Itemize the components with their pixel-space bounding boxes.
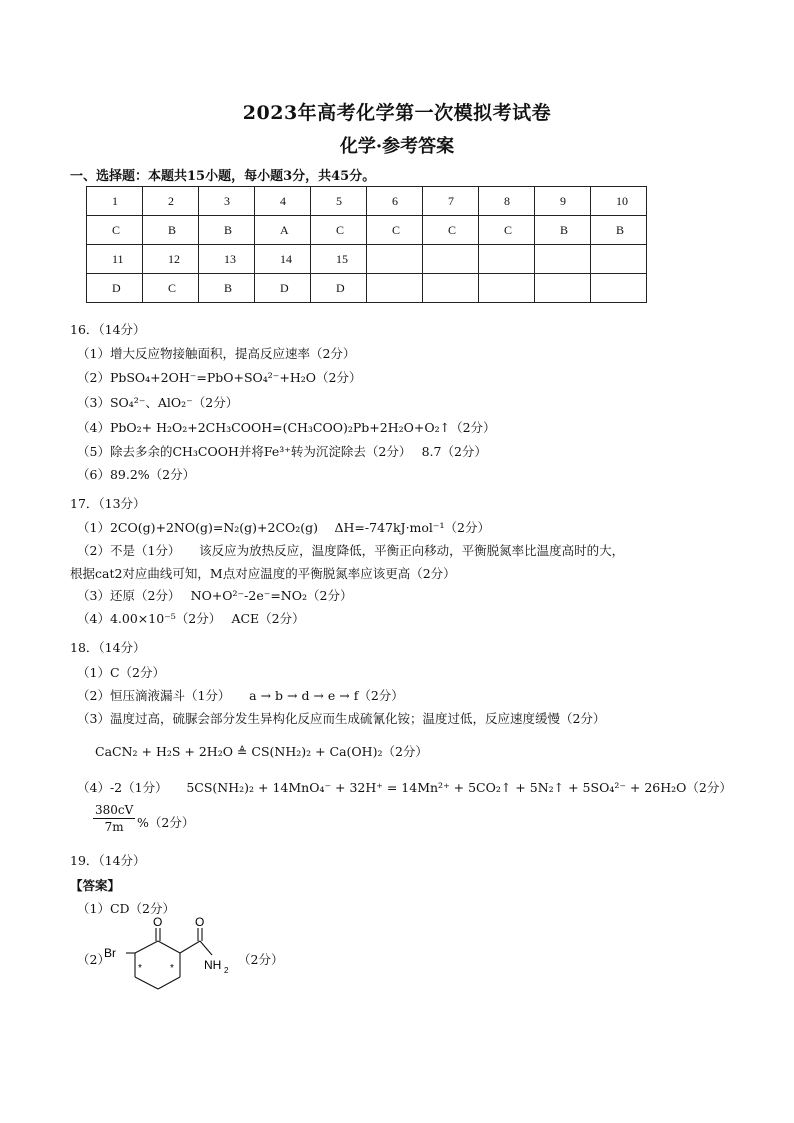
table-cell: 10: [591, 187, 647, 216]
table-cell: 8: [479, 187, 535, 216]
chiral-star-1: *: [138, 963, 142, 974]
table-cell: 9: [535, 187, 591, 216]
table-cell: C: [479, 216, 535, 245]
q18-fraction: [93, 803, 135, 834]
q18-equation: CaCN₂ + H₂S + 2H₂O ≜ CS(NH₂)₂ + Ca(OH)₂（2分）: [95, 744, 428, 759]
table-cell: B: [591, 216, 647, 245]
table-cell: 13: [199, 245, 255, 274]
table-cell: 12: [143, 245, 199, 274]
q18-answer-4: （4）-2（1分） 5CS(NH₂)₂ + 14MnO₄⁻ + 32H⁺ = 14Mn²⁺ + 5CO₂↑ + 5N₂↑ + 5SO₄²⁻ + 26H₂O（2分）: [77, 780, 732, 795]
bromine-label: Br: [104, 946, 116, 960]
table-cell: [423, 245, 479, 274]
table-cell: [479, 245, 535, 274]
fraction-denominator: 7m: [104, 820, 124, 834]
q17-answer-1: （1）2CO(g)+2NO(g)=N₂(g)+2CO₂(g) ΔH=-747kJ·mol⁻¹（2分）: [77, 520, 490, 535]
q16-heading: 16．（14分）: [70, 322, 146, 337]
table-cell: A: [255, 216, 311, 245]
table-cell: 4: [255, 187, 311, 216]
table-cell: 14: [255, 245, 311, 274]
table-cell: [591, 274, 647, 303]
q19-answer-2-label: （2）: [77, 952, 110, 967]
table-cell: 11: [87, 245, 143, 274]
q17-answer-3: （3）还原（2分） NO+O²⁻-2e⁻=NO₂（2分）: [77, 588, 353, 603]
q19-heading: 19．（14分）: [70, 853, 146, 868]
q16-answer-6: （6）89.2%（2分）: [77, 467, 196, 482]
table-cell: C: [423, 216, 479, 245]
table-cell: C: [311, 216, 367, 245]
amide-oxygen-label: O: [195, 915, 205, 929]
exam-title: 2023年高考化学第一次模拟考试卷: [242, 102, 552, 124]
q19-answer-2-score: （2分）: [238, 952, 284, 967]
table-cell: D: [255, 274, 311, 303]
ketone-oxygen-label: O: [153, 915, 163, 929]
chiral-star-2: *: [170, 963, 174, 974]
table-cell: [367, 274, 423, 303]
amine-label: NH: [204, 958, 222, 972]
table-cell: [367, 245, 423, 274]
q16-answer-5: （5）除去多余的CH₃COOH并将Fe³⁺转为沉淀除去（2分） 8.7（2分）: [77, 444, 487, 459]
section-heading: 一、选择题：本题共15小题，每小题3分，共45分。: [70, 169, 376, 184]
q18-fraction-tail: %（2分）: [137, 815, 195, 830]
q16-answer-1: （1）增大反应物接触面积，提高反应速率（2分）: [77, 346, 356, 361]
table-cell: D: [87, 274, 143, 303]
table-cell: [591, 245, 647, 274]
table-row: [87, 245, 647, 274]
table-cell: B: [535, 216, 591, 245]
table-cell: 1: [87, 187, 143, 216]
table-cell: C: [143, 274, 199, 303]
table-cell: B: [143, 216, 199, 245]
q17-answer-2-cont: 根据cat2对应曲线可知，M点对应温度的平衡脱氮率应该更高（2分）: [70, 566, 456, 581]
q16-answer-4: （4）PbO₂+ H₂O₂+2CH₃COOH=(CH₃COO)₂Pb+2H₂O+O₂↑（2分）: [77, 420, 496, 435]
q17-heading: 17．（13分）: [70, 496, 146, 511]
q18-answer-1: （1）C（2分）: [77, 665, 165, 680]
table-cell: 2: [143, 187, 199, 216]
table-cell: 15: [311, 245, 367, 274]
q17-answer-2: （2）不是（1分） 该反应为放热反应，温度降低，平衡正向移动，平衡脱氮率比温度高时的大，: [77, 543, 625, 558]
table-cell: D: [311, 274, 367, 303]
fraction-numerator: 380cV: [95, 803, 134, 817]
table-row: [87, 216, 647, 245]
table-cell: 3: [199, 187, 255, 216]
table-cell: 6: [367, 187, 423, 216]
table-cell: [535, 274, 591, 303]
table-cell: C: [367, 216, 423, 245]
table-cell: [423, 274, 479, 303]
q16-answer-3: （3）SO₄²⁻、AlO₂⁻（2分）: [77, 395, 239, 410]
table-cell: [479, 274, 535, 303]
table-row: [87, 187, 647, 216]
answer-subtitle: 化学·参考答案: [339, 136, 455, 157]
answer-table: [86, 186, 647, 303]
table-cell: B: [199, 274, 255, 303]
table-cell: B: [199, 216, 255, 245]
answer-label: 【答案】: [70, 878, 121, 893]
table-cell: 7: [423, 187, 479, 216]
q18-heading: 18．（14分）: [70, 640, 146, 655]
q19-answer-1: （1）CD（2分）: [77, 901, 175, 916]
chemical-structure: [100, 915, 240, 1000]
q17-answer-4: （4）4.00×10⁻⁵（2分） ACE（2分）: [77, 611, 305, 626]
table-cell: [535, 245, 591, 274]
q16-answer-2: （2）PbSO₄+2OH⁻=PbO+SO₄²⁻+H₂O（2分）: [77, 370, 362, 385]
table-cell: C: [87, 216, 143, 245]
amine-subscript: 2: [224, 966, 229, 975]
q18-answer-2: （2）恒压滴液漏斗（1分） a → b → d → e → f（2分）: [77, 688, 404, 703]
table-row: [87, 274, 647, 303]
q18-answer-3: （3）温度过高，硫脲会部分发生异构化反应而生成硫氰化铵；温度过低，反应速度缓慢（2分）: [77, 711, 606, 726]
table-cell: 5: [311, 187, 367, 216]
